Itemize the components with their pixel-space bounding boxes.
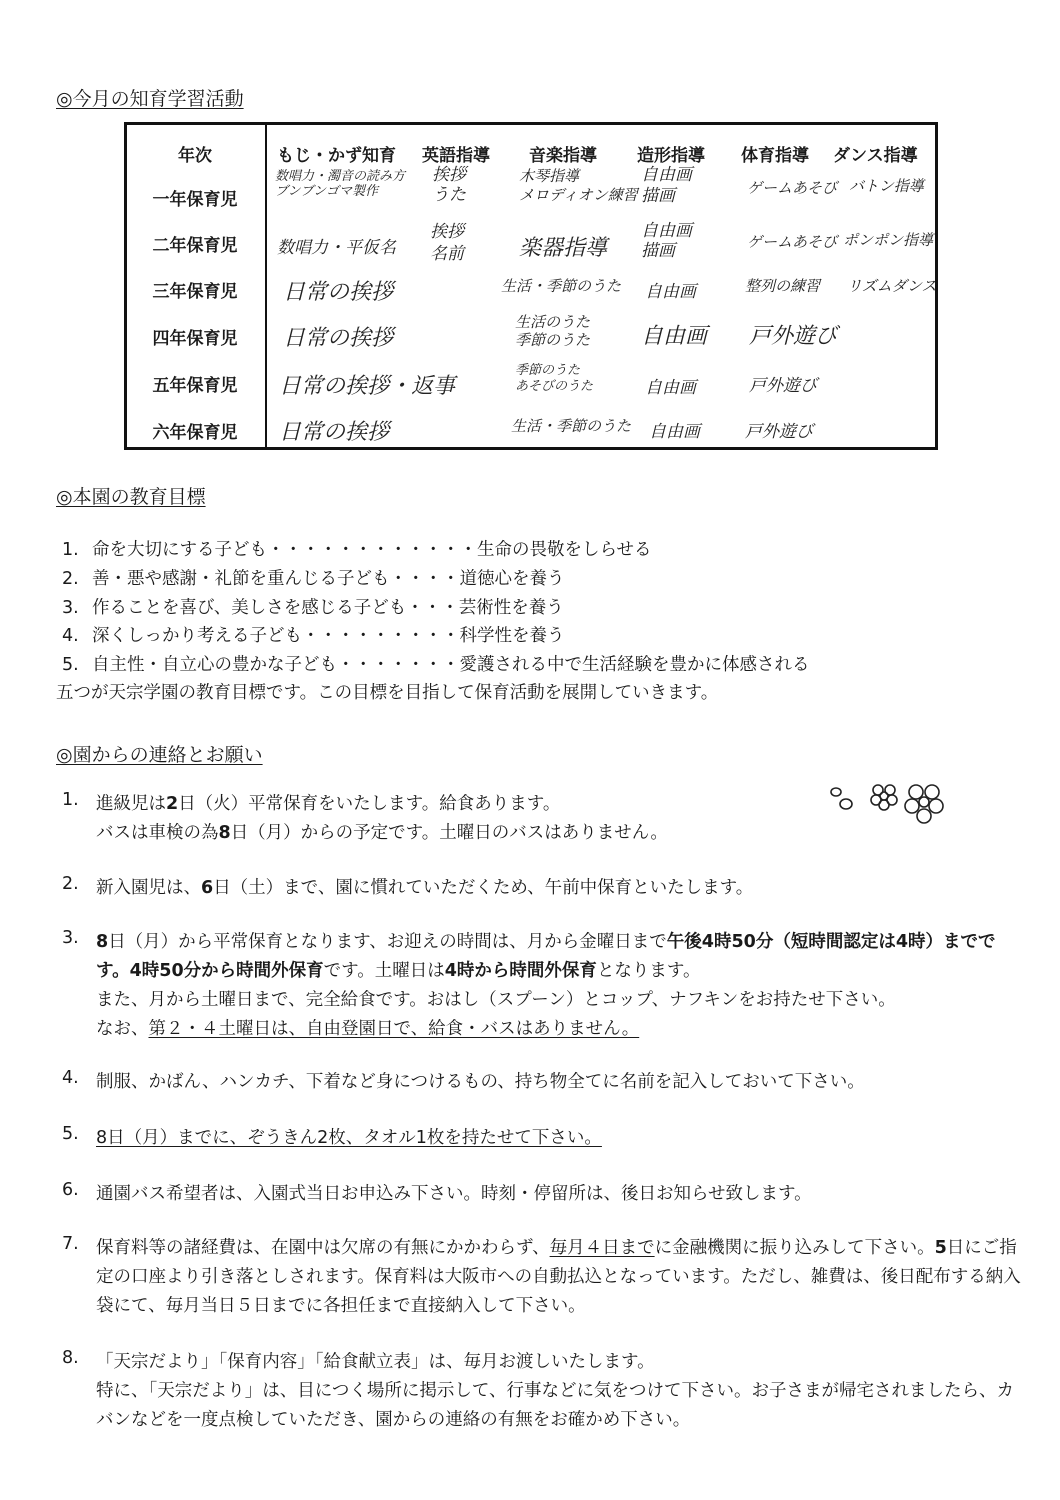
goal-number: 5. <box>62 655 79 675</box>
row3-ongaku: 生活・季節のうた <box>501 277 622 295</box>
notice-text: に金融機関に振り込みして下さい。 <box>654 1238 935 1258</box>
notice-bold: 6 <box>201 878 214 898</box>
row2-moji: 数唱力・平仮名 <box>277 238 396 258</box>
notice-underline: 第２・４土曜日は、自由登園日で、給食・バスはありません。 <box>148 1019 640 1039</box>
notice-item-4 <box>62 1068 1022 1097</box>
header-ongaku: 音楽指導 <box>529 146 597 166</box>
row-label-3: 三年保育児 <box>152 282 238 302</box>
goals-title: ◎本園の教育目標 <box>56 486 206 508</box>
row5-taiiku: 戸外遊び <box>749 376 817 396</box>
notice-item-7 <box>62 1234 1022 1321</box>
notice-number: 3. <box>62 928 79 948</box>
header-eigo: 英語指導 <box>422 146 490 166</box>
row-label-6: 六年保育児 <box>152 423 238 443</box>
row1-ongaku <box>519 167 638 205</box>
notice-text: です。土曜日は <box>323 961 445 981</box>
goal-item <box>62 594 564 619</box>
notice-item-3 <box>62 928 1022 1044</box>
row3-moji: 日常の挨拶 <box>283 280 394 305</box>
activities-title: ◎今月の知育学習活動 <box>56 88 244 110</box>
row3-dance: リズムダンス <box>847 277 937 295</box>
notice-item-2 <box>62 874 1022 903</box>
row6-zoukei: 自由画 <box>649 422 700 442</box>
row1-ongaku-line2: メロディオン練習 <box>519 186 638 204</box>
row-label-2: 二年保育児 <box>152 236 238 256</box>
row3-taiiku: 整列の練習 <box>745 277 821 295</box>
header-grade: 年次 <box>178 146 212 166</box>
notices-title: ◎園からの連絡とお願い <box>56 744 263 766</box>
row1-zoukei-line1: 自由画 <box>641 165 692 185</box>
goal-text: 作ることを喜び、美しさを感じる子ども・・・芸術性を養う <box>92 598 564 618</box>
row5-zoukei: 自由画 <box>645 378 696 398</box>
goal-item <box>62 622 565 647</box>
row4-zoukei: 自由画 <box>641 324 708 349</box>
notice-text: 日（月）から平常保育となります、お迎えの時間は、月から金曜日まで <box>108 932 667 952</box>
row2-taiiku: ゲームあそび <box>747 233 838 251</box>
row-label-4: 四年保育児 <box>152 329 238 349</box>
notice-bold: 8 <box>218 823 231 843</box>
row-label-1: 一年保育児 <box>152 190 238 210</box>
notice-number: 8. <box>62 1348 79 1368</box>
row4-ongaku-line2: 季節のうた <box>515 331 591 349</box>
notice-number: 7. <box>62 1234 79 1254</box>
row1-dance: バトン指導 <box>849 177 924 195</box>
row1-eigo-line1: 挨拶 <box>432 165 466 185</box>
notice-item-1 <box>62 790 1022 848</box>
notice-bold: 8 <box>96 932 109 952</box>
notice-text: なお、 <box>96 1019 149 1039</box>
notice-text: 日（火）平常保育をいたします。給食あります。 <box>178 794 561 814</box>
row2-eigo-line2: 名前 <box>430 244 464 264</box>
goal-number: 4. <box>62 626 79 646</box>
row-label-5: 五年保育児 <box>152 376 238 396</box>
goal-item <box>62 651 810 676</box>
goals-summary: 五つが天宗学園の教育目標です。この目標を目指して保育活動を展開していきます。 <box>56 683 719 703</box>
notice-1-line1 <box>96 790 1022 819</box>
row1-moji-line1: 数唱力・濁音の読み方 <box>275 169 406 184</box>
notice-underline: 毎月４日まで <box>549 1238 655 1258</box>
row5-moji: 日常の挨拶・返事 <box>279 374 456 399</box>
table-divider <box>265 125 267 447</box>
row2-ongaku: 楽器指導 <box>519 236 608 261</box>
notice-bold: 5 <box>934 1238 947 1258</box>
notice-bold: 4時から時間外保育 <box>444 961 597 981</box>
notice-item-6 <box>62 1180 1022 1209</box>
notice-item-5 <box>62 1124 1022 1153</box>
goal-item <box>62 536 651 561</box>
goal-text: 深くしっかり考える子ども・・・・・・・・・科学性を養う <box>92 626 565 646</box>
notice-underline: 8日（月）までに、ぞうきん2枚、タオル1枚を持たせて下さい。 <box>96 1128 602 1148</box>
row1-moji <box>275 169 405 199</box>
row3-zoukei: 自由画 <box>645 282 696 302</box>
header-moji: もじ・かず知育 <box>277 146 396 166</box>
goal-number: 2. <box>62 569 79 589</box>
notice-text: また、月から土曜日まで、完全給食です。おはし（スプーン）とコップ、ナフキンをお持たせ下さい。 <box>96 990 896 1010</box>
notice-text: 日にご指定の口座より引き落としされます。保育料は大阪市への自動払込となっています。ただし、雑費は、後日配布する納入袋にて、毎月当日５日までに各担任まで直接納入して下さい。 <box>96 1238 1021 1316</box>
row6-moji: 日常の挨拶 <box>279 420 390 445</box>
row1-moji-line2: ブンブンゴマ製作 <box>275 184 378 199</box>
notice-number: 5. <box>62 1124 79 1144</box>
notice-text: 日（土）まで、園に慣れていただくため、午前中保育といたします。 <box>213 878 754 898</box>
row1-eigo-line2: うた <box>432 185 466 205</box>
notice-number: 1. <box>62 790 79 810</box>
row1-taiiku: ゲームあそび <box>747 179 838 197</box>
goal-item <box>62 565 565 590</box>
goal-text: 善・悪や感謝・礼節を重んじる子ども・・・・道徳心を養う <box>92 569 565 589</box>
row4-ongaku <box>515 313 590 349</box>
row1-zoukei-line2: 描画 <box>641 186 675 206</box>
notice-bold: 2 <box>166 794 179 814</box>
notice-number: 4. <box>62 1068 79 1088</box>
notice-text: 制服、かばん、ハンカチ、下着など身につけるもの、持ち物全てに名前を記入しておいて下さい。 <box>96 1072 865 1092</box>
row2-dance: ポンポン指導 <box>843 231 934 249</box>
row2-zoukei <box>641 221 692 261</box>
row5-ongaku-line2: あそびのうた <box>515 379 594 394</box>
notice-text: バスは車検の為 <box>96 823 219 843</box>
header-taiiku: 体育指導 <box>741 146 809 166</box>
notice-1-line2 <box>96 819 1022 848</box>
header-zoukei: 造形指導 <box>637 146 705 166</box>
row2-eigo <box>430 221 464 265</box>
row2-eigo-line1: 挨拶 <box>430 222 464 242</box>
row5-ongaku-line1: 季節のうた <box>515 363 581 378</box>
notice-item-8 <box>62 1348 1022 1435</box>
goal-number: 1. <box>62 540 79 560</box>
notice-number: 6. <box>62 1180 79 1200</box>
notice-text: 新入園児は、 <box>96 878 201 898</box>
activities-table <box>124 122 938 450</box>
row4-moji: 日常の挨拶 <box>283 326 394 351</box>
goal-number: 3. <box>62 598 79 618</box>
notice-text: 通園バス希望者は、入園式当日お申込み下さい。時刻・停留所は、後日お知らせ致します。 <box>96 1184 812 1204</box>
row1-ongaku-line1: 木琴指導 <box>519 167 580 185</box>
row1-zoukei <box>641 165 692 207</box>
row4-taiiku: 戸外遊び <box>749 324 838 349</box>
notice-text: となります。 <box>596 961 701 981</box>
row6-taiiku: 戸外遊び <box>745 422 813 442</box>
notice-text: 特に、「天宗だより」は、目につく場所に掲示して、行事などに気をつけて下さい。お子さまが帰宅されましたら、カバンなどを一度点検していただき、園からの連絡の有無をお確かめ下さい。 <box>96 1381 1015 1430</box>
row6-ongaku: 生活・季節のうた <box>511 417 632 435</box>
row2-zoukei-line2: 描画 <box>641 241 675 261</box>
goal-text: 自主性・自立心の豊かな子ども・・・・・・・愛護される中で生活経験を豊かに体感される <box>92 655 810 675</box>
row4-ongaku-line1: 生活のうた <box>515 313 591 331</box>
row5-ongaku <box>515 363 593 395</box>
notice-text: 進級児は <box>96 794 166 814</box>
row1-eigo <box>432 165 466 205</box>
notice-number: 2. <box>62 874 79 894</box>
row2-zoukei-line1: 自由画 <box>641 221 692 241</box>
notice-text: 「天宗だより」「保育内容」「給食献立表」は、毎月お渡しいたします。 <box>96 1352 655 1372</box>
goal-text: 命を大切にする子ども・・・・・・・・・・・・生命の畏敬をしらせる <box>92 540 652 560</box>
notice-bold: 午後4時50分（短時間認定は4時）までです。4時50分から時間外保育 <box>96 932 996 981</box>
header-dance: ダンス指導 <box>833 146 918 166</box>
notice-text: 日（月）からの予定です。土曜日のバスはありません。 <box>230 823 668 843</box>
notice-text: 保育料等の諸経費は、在園中は欠席の有無にかかわらず、 <box>96 1238 550 1258</box>
